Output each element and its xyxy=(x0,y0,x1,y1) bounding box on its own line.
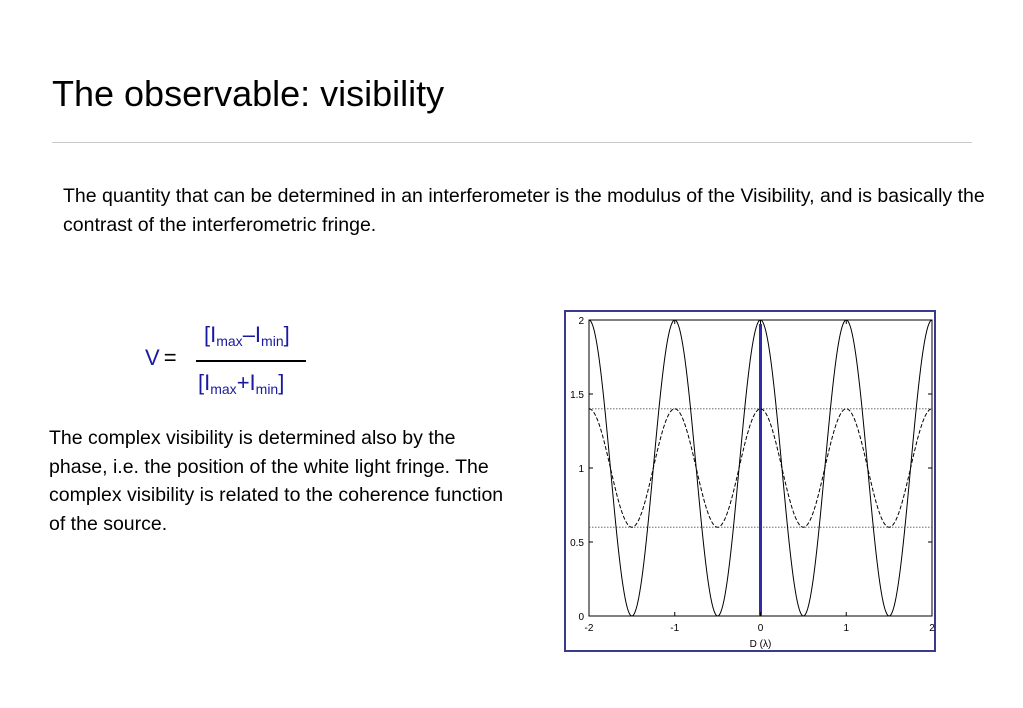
x-tick-label: -1 xyxy=(670,623,680,634)
den-sub-min: min xyxy=(255,381,279,397)
x-tick-label: 0 xyxy=(757,623,764,634)
x-axis-label: D (λ) xyxy=(749,639,772,650)
den-close: ] xyxy=(278,370,285,395)
fraction-bar xyxy=(196,360,306,362)
body-paragraph: The complex visibility is determined also by the phase, i.e. the position of the white light fringe. The complex visibility is related to the coherence function of the source. xyxy=(49,427,504,535)
y-tick-label: 0.5 xyxy=(570,538,584,549)
num-sub-min: min xyxy=(261,333,284,349)
formula-v: V xyxy=(145,345,160,370)
fringe-chart xyxy=(564,310,936,652)
x-tick-label: 2 xyxy=(929,623,935,634)
visibility-formula xyxy=(142,322,322,402)
num-open: [I xyxy=(204,322,217,347)
y-tick-label: 0 xyxy=(578,612,584,623)
title-divider xyxy=(52,142,972,143)
x-tick-label: 1 xyxy=(843,623,850,634)
formula-denominator xyxy=(198,370,284,397)
formula-lhs xyxy=(145,345,177,371)
den-sub-max: max xyxy=(210,381,237,397)
y-tick-label: 1.5 xyxy=(570,390,584,401)
y-tick-label: 2 xyxy=(578,316,584,327)
intro-paragraph: The quantity that can be determined in an interferometer is the modulus of the Visibility, and is basically the contrast of the interferometric fringe. xyxy=(63,185,985,236)
num-op: –I xyxy=(242,322,262,347)
x-tick-label: -2 xyxy=(584,623,594,634)
formula-equals: = xyxy=(163,345,177,370)
slide-title: The observable: visibility xyxy=(52,73,445,114)
fringe-chart-svg xyxy=(566,312,934,650)
den-op: +I xyxy=(236,370,256,395)
num-sub-max: max xyxy=(216,333,243,349)
y-tick-label: 1 xyxy=(578,464,584,475)
den-open: [I xyxy=(198,370,211,395)
formula-numerator xyxy=(204,322,290,349)
num-close: ] xyxy=(283,322,290,347)
